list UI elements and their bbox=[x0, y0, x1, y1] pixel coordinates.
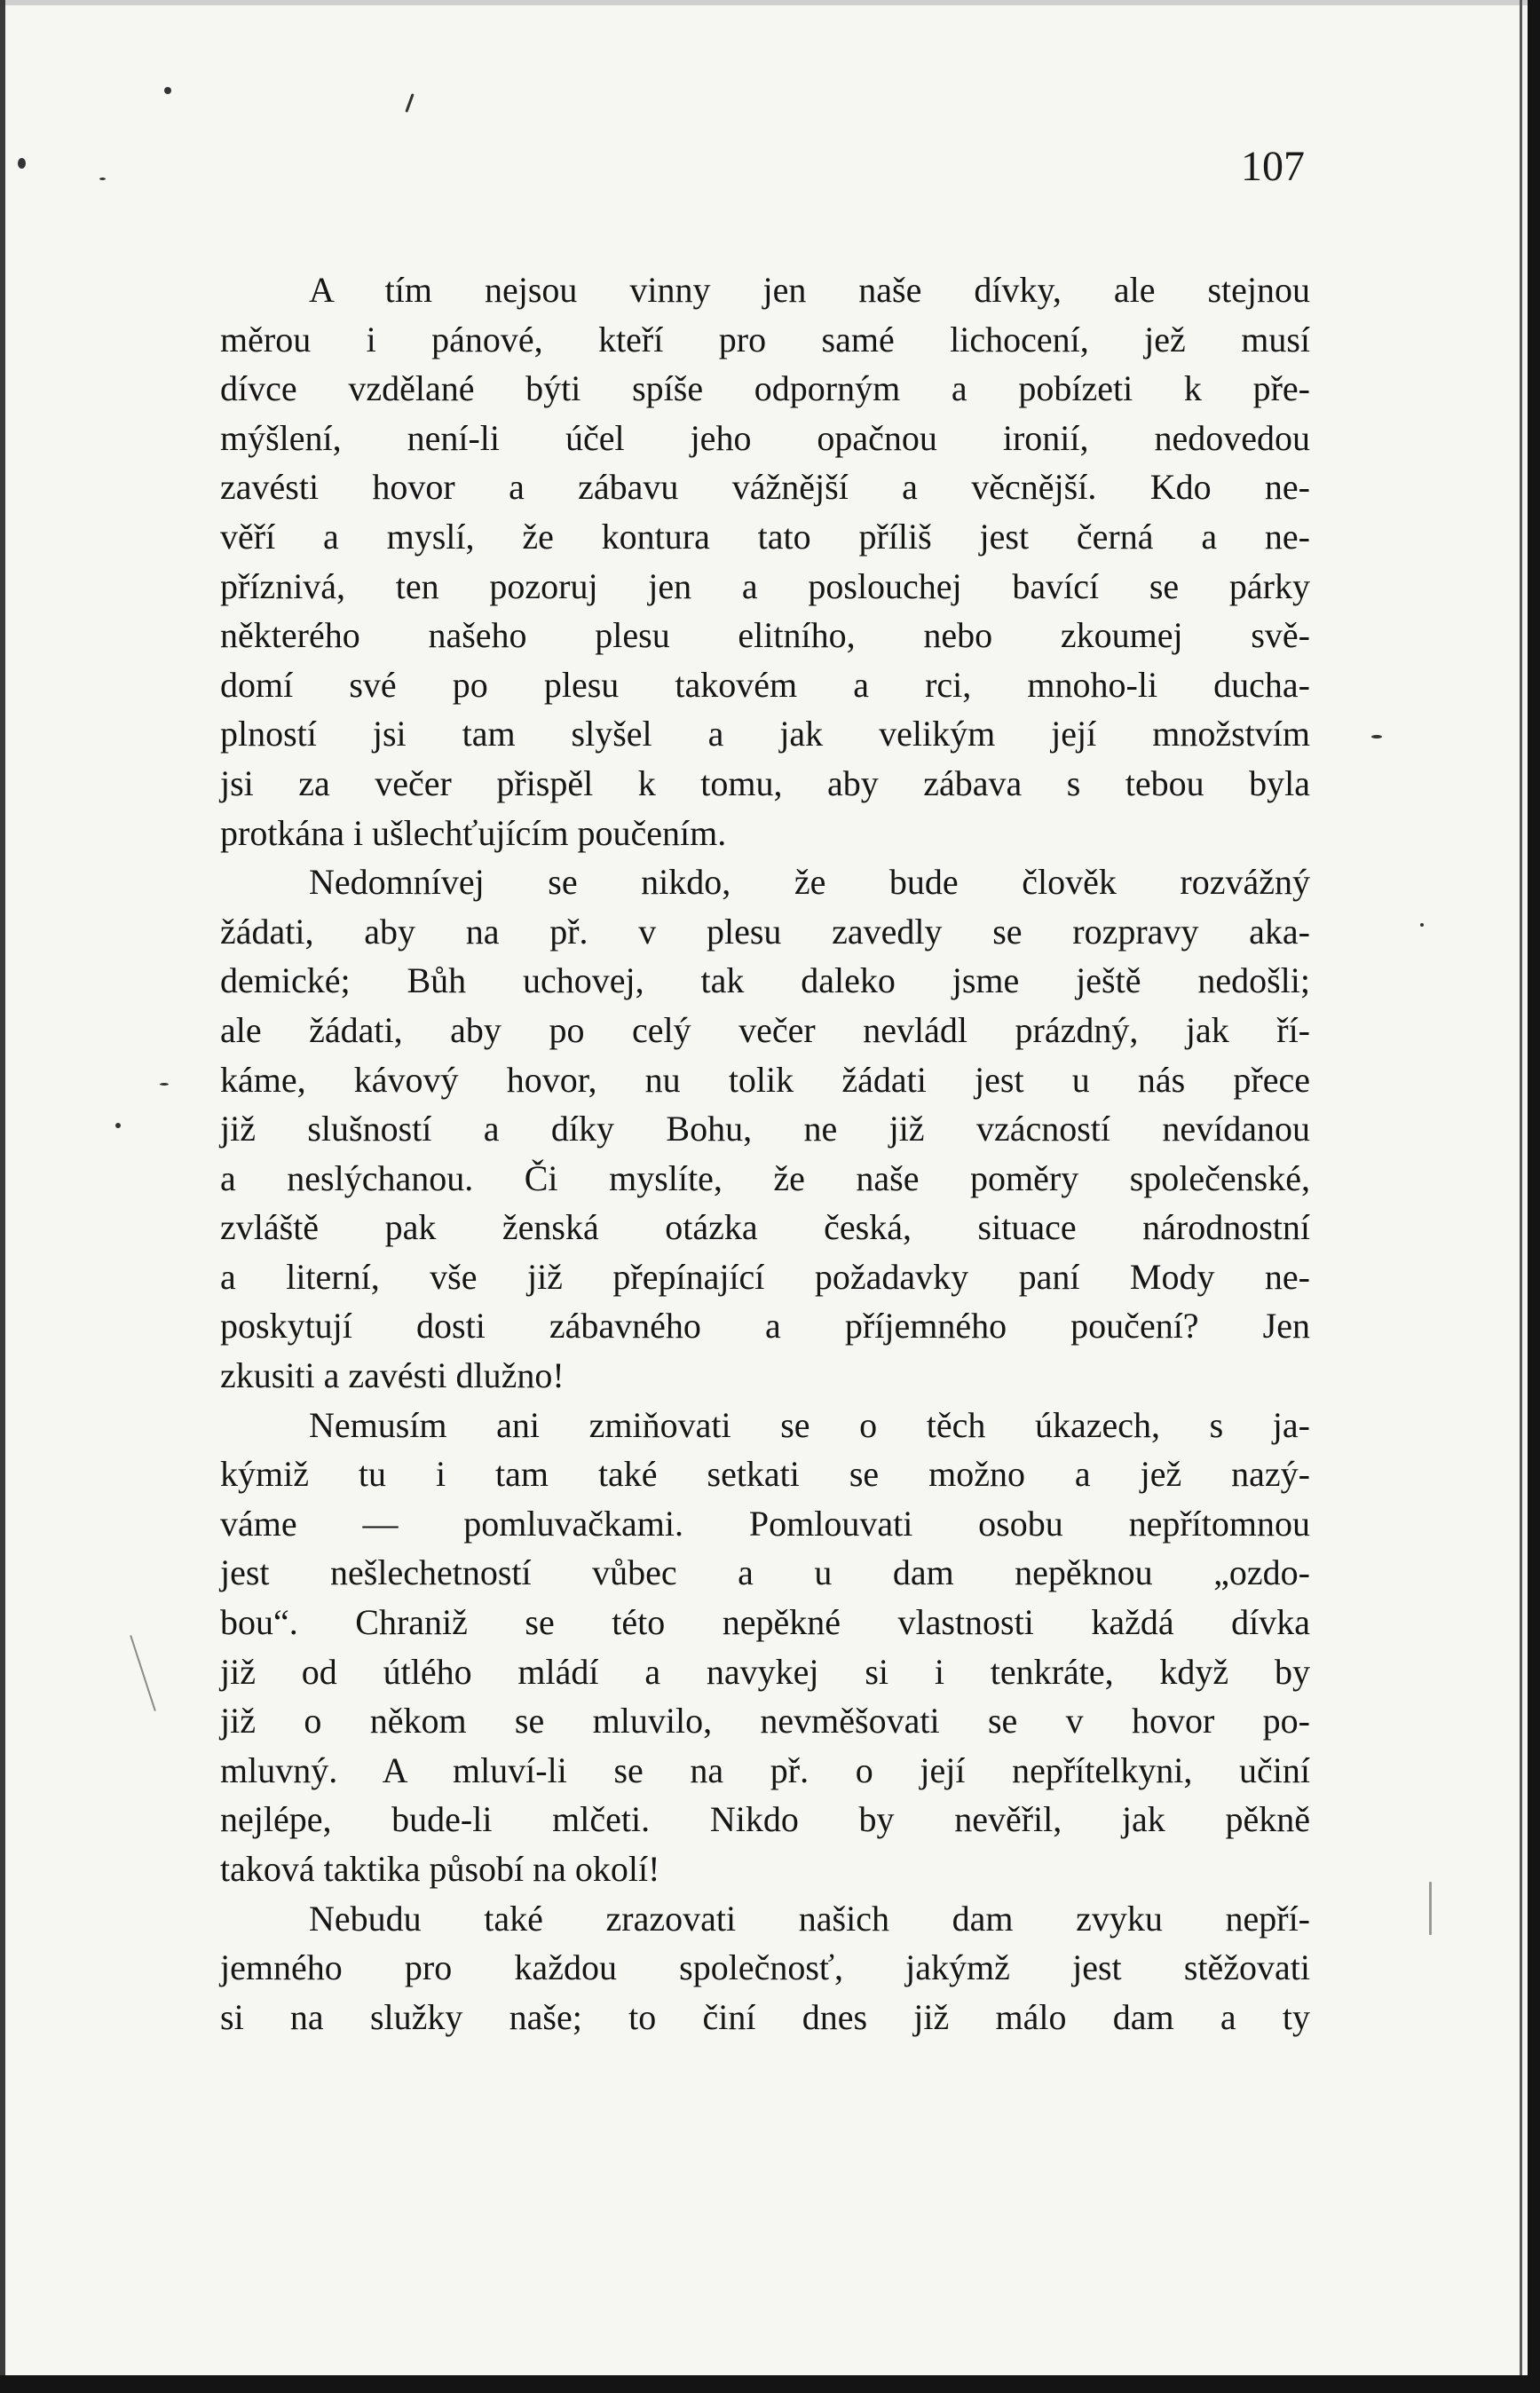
text-line: A tím nejsou vinny jen naše dívky, ale stejnou bbox=[309, 270, 1310, 310]
text-line: některého našeho plesu elitního, nebo zkoumej svě- bbox=[220, 615, 1310, 656]
page-body-text bbox=[220, 265, 1310, 2042]
text-line: již o někom se mluvilo, nevměšovati se v hovor po- bbox=[220, 1701, 1310, 1741]
text-line: a literní, vše již přepínající požadavky paní Mody ne- bbox=[220, 1256, 1310, 1297]
text-line: dívce vzdělané býti spíše odporným a pobízeti k pře- bbox=[220, 368, 1310, 409]
text-line: věří a myslí, že kontura tato příliš jest černá a ne- bbox=[220, 516, 1310, 557]
text-line: zvláště pak ženská otázka česká, situace národnostní bbox=[220, 1207, 1310, 1248]
scan-edge-top bbox=[0, 0, 1540, 5]
text-line: zavésti hovor a zábavu vážnější a věcnější. Kdo ne- bbox=[220, 467, 1310, 508]
paragraph-2 bbox=[220, 857, 1310, 1401]
text-line: žádati, aby na př. v plesu zavedly se rozpravy aka- bbox=[220, 911, 1310, 952]
scan-speck bbox=[115, 1123, 121, 1128]
text-line: jemného pro každou společnosť, jakýmž jest stěžovati bbox=[220, 1947, 1310, 1988]
text-line: domí své po plesu takovém a rci, mnoho-li ducha- bbox=[220, 664, 1310, 705]
text-line: kýmiž tu i tam také setkati se možno a jež nazý- bbox=[220, 1454, 1310, 1495]
text-line: nejlépe, bude-li mlčeti. Nikdo by nevěřil, jak pěkně bbox=[220, 1799, 1310, 1840]
scan-speck bbox=[160, 1083, 169, 1086]
text-line: mýšlení, není-li účel jeho opačnou ironií, nedovedou bbox=[220, 417, 1310, 458]
text-line: příznivá, ten pozoruj jen a poslouchej bavící se párky bbox=[220, 565, 1310, 606]
scan-speck bbox=[164, 87, 171, 94]
text-line: Nemusím ani zmiňovati se o těch úkazech, s ja- bbox=[309, 1404, 1310, 1445]
text-line: Nebudu také zrazovati našich dam zvyku nepří- bbox=[309, 1898, 1310, 1939]
scan-speck bbox=[1420, 923, 1424, 927]
text-line: protkána i ušlechťujícím poučením. bbox=[220, 812, 727, 853]
paragraph-4 bbox=[220, 1894, 1310, 2042]
text-line: jsi za večer přispěl k tomu, aby zábava s tebou byla bbox=[220, 762, 1310, 803]
text-line: demické; Bůh uchovej, tak daleko jsme ještě nedošli; bbox=[220, 960, 1310, 1001]
paragraph-3 bbox=[220, 1401, 1310, 1894]
text-line: bou“. Chraniž se této nepěkné vlastnosti každá dívka bbox=[220, 1602, 1310, 1643]
paragraph-1 bbox=[220, 265, 1310, 857]
text-line: měrou i pánové, kteří pro samé lichocení, jež musí bbox=[220, 319, 1310, 359]
scan-edge-right bbox=[1528, 0, 1540, 2393]
text-line: plností jsi tam slyšel a jak velikým její množstvím bbox=[220, 714, 1310, 754]
text-line: již slušností a díky Bohu, ne již vzácností nevídanou bbox=[220, 1109, 1310, 1149]
scan-speck bbox=[405, 93, 414, 113]
text-line: taková taktika působí na okolí! bbox=[220, 1849, 660, 1889]
text-line: již od útlého mládí a navykej si i tenkráte, když by bbox=[220, 1651, 1310, 1692]
scan-edge-bottom bbox=[0, 2375, 1540, 2393]
text-line: Nedomnívej se nikdo, že bude člověk rozvážný bbox=[309, 862, 1310, 903]
scan-speck bbox=[1371, 735, 1382, 738]
text-line: si na služky naše; to činí dnes již málo dam a ty bbox=[220, 1996, 1310, 2037]
scan-edge-left bbox=[0, 0, 5, 2393]
scan-speck bbox=[130, 1635, 156, 1711]
scan-speck bbox=[1429, 1882, 1432, 1935]
scan-edge-right-inner bbox=[1520, 0, 1522, 2393]
scan-speck bbox=[18, 158, 26, 169]
text-line: jest nešlechetností vůbec a u dam nepěknou „ozdo- bbox=[220, 1552, 1310, 1593]
text-line: mluvný. A mluví-li se na př. o její nepřítelkyni, učiní bbox=[220, 1749, 1310, 1790]
text-line: káme, kávový hovor, nu tolik žádati jest u nás přece bbox=[220, 1059, 1310, 1100]
page-number: 107 bbox=[1241, 143, 1305, 190]
text-line: a neslýchanou. Či myslíte, že naše poměry společenské, bbox=[220, 1157, 1310, 1198]
scan-speck bbox=[99, 178, 106, 180]
text-line: zkusiti a zavésti dlužno! bbox=[220, 1355, 565, 1396]
text-line: poskytují dosti zábavného a příjemného poučení? Jen bbox=[220, 1306, 1310, 1347]
text-line: ale žádati, aby po celý večer nevládl prázdný, jak ří- bbox=[220, 1009, 1310, 1050]
text-line: váme — pomluvačkami. Pomlouvati osobu nepřítomnou bbox=[220, 1503, 1310, 1544]
